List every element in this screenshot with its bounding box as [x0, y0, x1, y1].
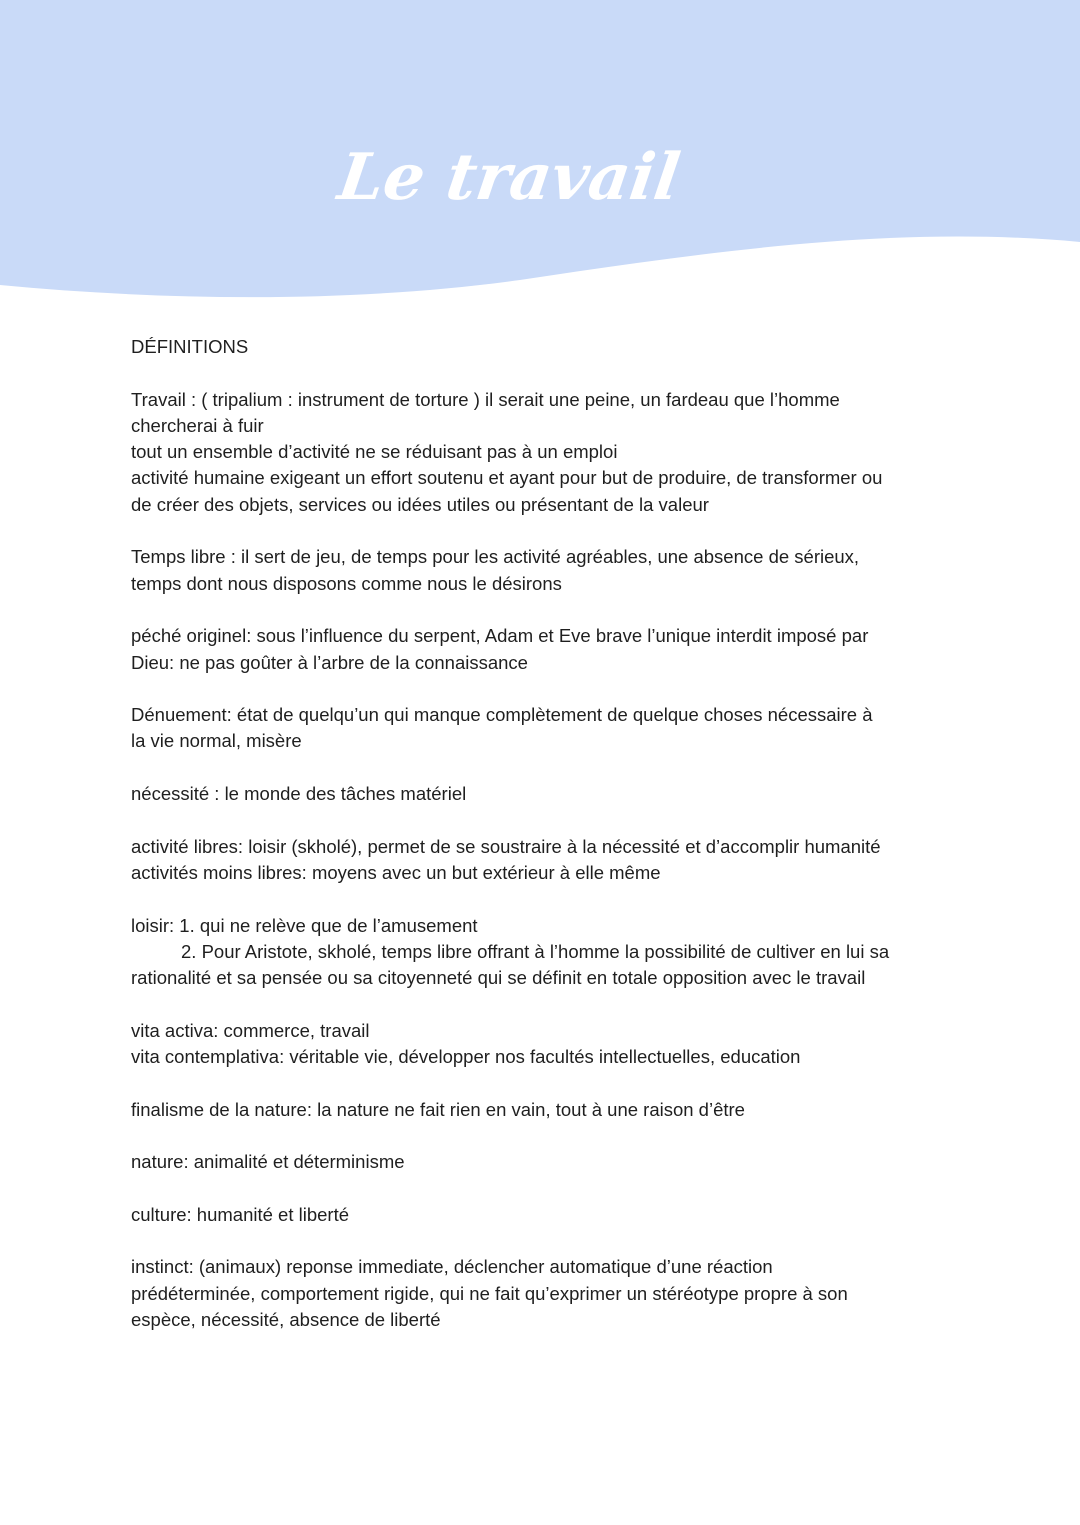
page-title: Le travail	[333, 140, 685, 215]
text-line: tout un ensemble d’activité ne se réduisant pas à un emploi	[131, 441, 618, 463]
definition-vita	[131, 1018, 951, 1071]
text-line: nature: animalité et déterminisme	[131, 1151, 405, 1173]
text-line: Temps libre : il sert de jeu, de temps pour les activité agréables, une absence de sérieux,	[131, 546, 860, 568]
definition-loisir	[131, 913, 951, 992]
text-line: Dieu: ne pas goûter à l’arbre de la connaissance	[131, 651, 528, 673]
text-line: loisir: 1. qui ne relève que de l’amusement	[131, 914, 478, 936]
text-line: Travail : ( tripalium : instrument de torture ) il serait une peine, un fardeau que l’homme	[131, 388, 840, 410]
text-line: péché originel: sous l’influence du serpent, Adam et Eve brave l’unique interdit imposé par	[131, 625, 869, 647]
text-line-indented: 2. Pour Aristote, skholé, temps libre offrant à l’homme la possibilité de cultiver en lui sa	[181, 940, 890, 962]
text-line: activité libres: loisir (skholé), permet de se soustraire à la nécessité et d’accomplir humanité	[131, 835, 881, 857]
definition-finalisme	[131, 1097, 951, 1123]
text-line: espèce, nécessité, absence de liberté	[131, 1308, 441, 1330]
text-line: rationalité et sa pensée ou sa citoyenneté qui se définit en totale opposition avec le travail	[131, 967, 866, 989]
text-line: la vie normal, misère	[131, 730, 302, 752]
text-line: prédéterminée, comportement rigide, qui ne fait qu’exprimer un stéréotype propre à son	[131, 1282, 848, 1304]
text-line: activité humaine exigeant un effort soutenu et ayant pour but de produire, de transformer ou	[131, 467, 883, 489]
text-line: de créer des objets, services ou idées utiles ou présentant de la valeur	[131, 493, 709, 515]
section-heading: DÉFINITIONS	[131, 336, 249, 357]
text-line: nécessité : le monde des tâches matériel	[131, 783, 467, 805]
text-line: vita activa: commerce, travail	[131, 1019, 370, 1041]
text-line: finalisme de la nature: la nature ne fait rien en vain, tout à une raison d’être	[131, 1098, 745, 1120]
definition-culture	[131, 1202, 951, 1228]
definition-activites-libres	[131, 834, 951, 887]
text-line: chercherai à fuir	[131, 414, 264, 436]
definition-travail	[131, 387, 951, 518]
text-line: vita contemplativa: véritable vie, développer nos facultés intellectuelles, education	[131, 1046, 801, 1068]
text-line: culture: humanité et liberté	[131, 1203, 350, 1225]
definition-denuement	[131, 702, 951, 755]
document-body	[131, 334, 951, 1333]
definition-nature	[131, 1149, 951, 1175]
text-line: activités moins libres: moyens avec un but extérieur à elle même	[131, 861, 661, 883]
text-line: instinct: (animaux) reponse immediate, déclencher automatique d’une réaction	[131, 1256, 773, 1278]
definition-temps-libre	[131, 544, 951, 597]
definition-instinct	[131, 1254, 951, 1333]
definition-necessite	[131, 781, 951, 807]
text-line: Dénuement: état de quelqu’un qui manque complètement de quelque choses nécessaire à	[131, 704, 873, 726]
text-line: temps dont nous disposons comme nous le désirons	[131, 572, 562, 594]
definition-peche-originel	[131, 623, 951, 676]
